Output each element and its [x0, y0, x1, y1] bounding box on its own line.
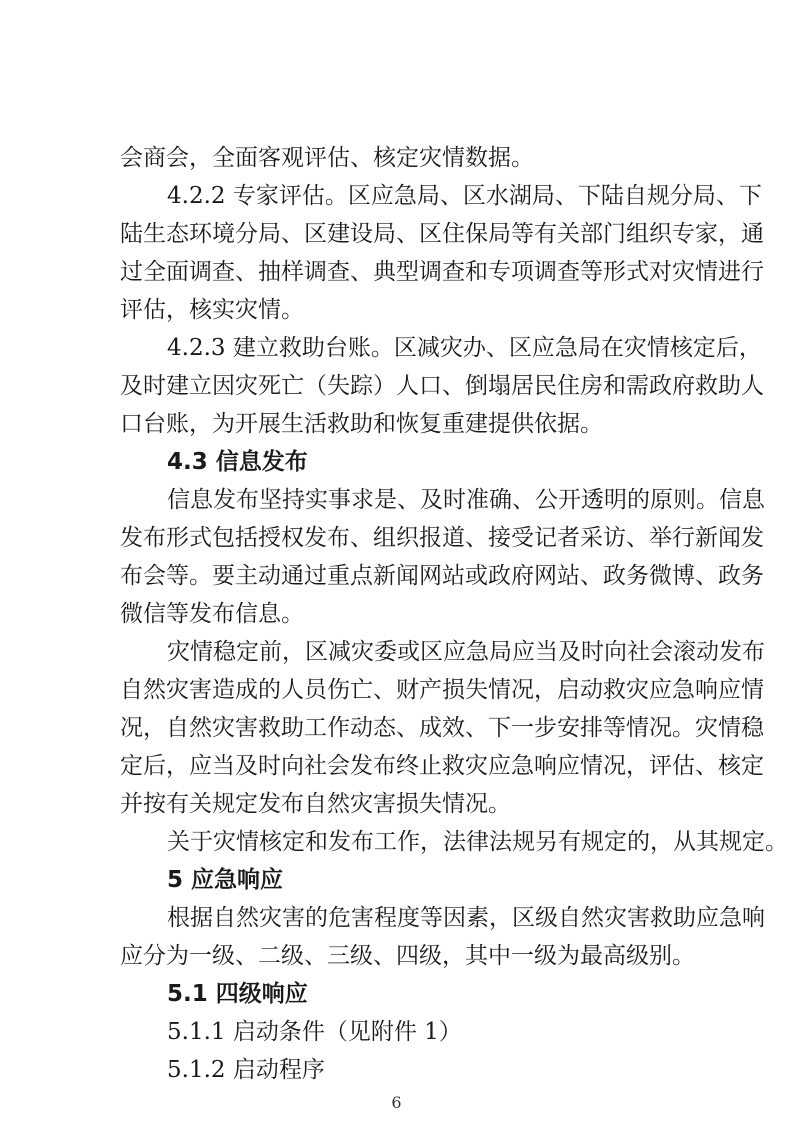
text-line: 4.2.3 建立救助台账。区减灾办、区应急局在灾情核定后，: [167, 335, 762, 361]
text-line: 并按有关规定发布自然灾害损失情况。: [120, 791, 511, 817]
text-line: 信息发布坚持实事求是、及时准确、公开透明的原则。信息: [167, 487, 765, 513]
section-heading: 5.1 四级响应: [167, 981, 308, 1007]
text-line: 过全面调查、抽样调查、典型调查和专项调查等形式对灾情进行: [120, 259, 764, 285]
text-line: 及时建立因灾死亡（失踪）人口、倒塌居民住房和需政府救助人: [120, 373, 764, 399]
text-line: 会商会，全面客观评估、核定灾情数据。: [120, 145, 534, 171]
text-line: 关于灾情核定和发布工作，法律法规另有规定的，从其规定。: [167, 829, 788, 855]
subsection-line: 5.1.1 启动条件（见附件 1）: [167, 1019, 462, 1045]
section-heading: 4.3 信息发布: [167, 449, 308, 475]
text-line: 发布形式包括授权发布、组织报道、接受记者采访、举行新闻发: [120, 525, 764, 551]
text-line: 陆生态环境分局、区建设局、区住保局等有关部门组织专家，通: [120, 221, 764, 247]
text-line: 根据自然灾害的危害程度等因素，区级自然灾害救助应急响: [167, 905, 765, 931]
section-heading: 5 应急响应: [167, 867, 284, 893]
page-number: 6: [391, 1093, 402, 1112]
text-line: 4.2.2 专家评估。区应急局、区水湖局、下陆自规分局、下: [167, 183, 762, 209]
text-line: 应分为一级、二级、三级、四级，其中一级为最高级别。: [120, 943, 695, 969]
text-line: 灾情稳定前，区减灾委或区应急局应当及时向社会滚动发布: [167, 639, 765, 665]
subsection-line: 5.1.2 启动程序: [167, 1057, 325, 1083]
text-line: 微信等发布信息。: [120, 601, 304, 627]
text-line: 评估，核实灾情。: [120, 297, 304, 323]
text-line: 况，自然灾害救助工作动态、成效、下一步安排等情况。灾情稳: [120, 715, 764, 741]
text-line: 口台账，为开展生活救助和恢复重建提供依据。: [120, 411, 603, 437]
text-line: 布会等。要主动通过重点新闻网站或政府网站、政务微博、政务: [120, 563, 764, 589]
text-line: 定后，应当及时向社会发布终止救灾应急响应情况，评估、核定: [120, 753, 764, 779]
text-line: 自然灾害造成的人员伤亡、财产损失情况，启动救灾应急响应情: [120, 677, 764, 703]
